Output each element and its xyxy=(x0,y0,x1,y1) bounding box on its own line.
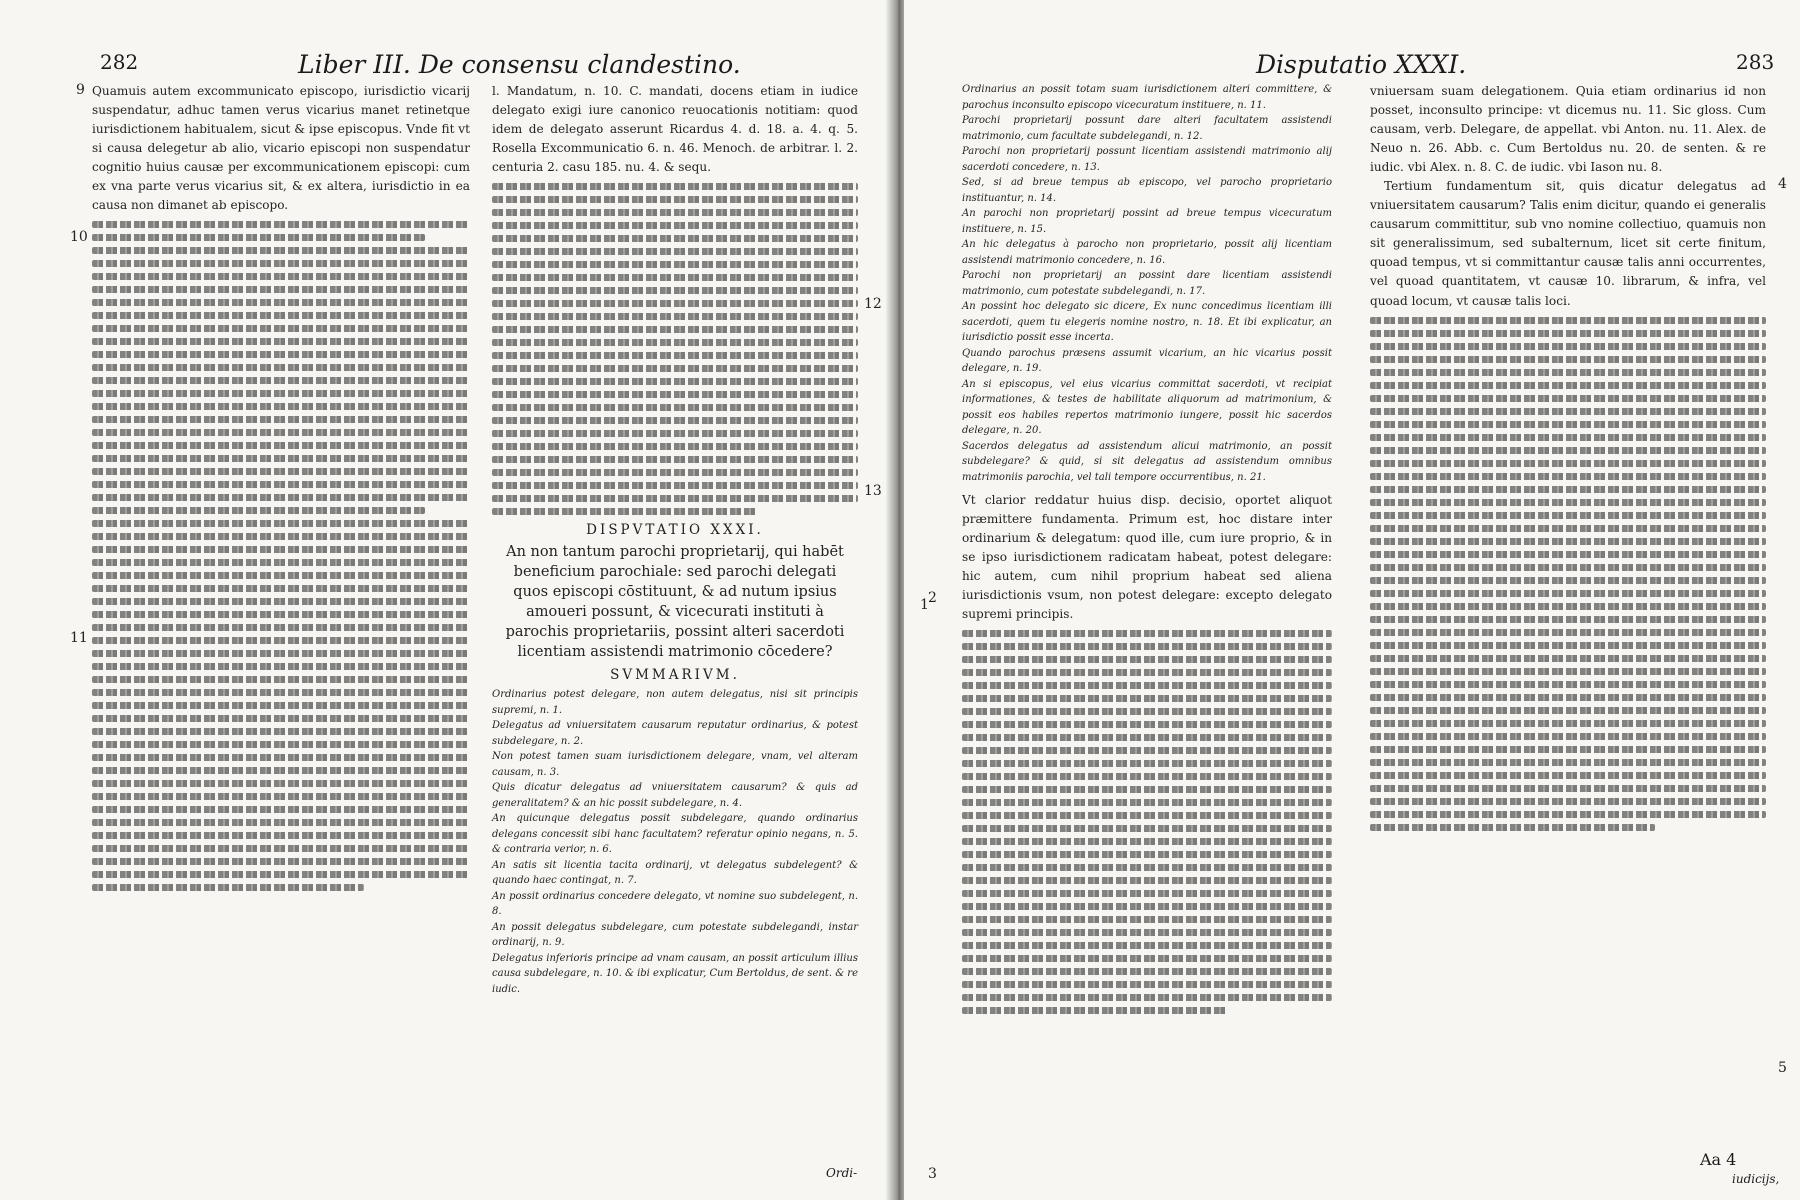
right-page xyxy=(904,0,1800,1200)
text-lines xyxy=(92,221,470,891)
running-head-left: Liber III. De consensu clandestino. xyxy=(298,50,741,79)
paragraph: vniuersam suam delegationem. Quia etiam ordinarius id non posset, inconsulto principe: vt dicemus nu. 11. Sic gloss. Cum causam, verb. Delegare, de appellat. vbi Anton. nu. 11. Alex. de Neuo n. 26. Abb. c. Cum Bertoldus nu. 20. de senten. & re iudic. vbi Alex. n. 8. C. de iudic. vbi Iason nu. 8. xyxy=(1370,84,1766,175)
summary-item: Ordinarius an possit totam suam iurisdictionem alteri committere, & parochus inconsulto episcopo vicecuratum instituere, n. 11. xyxy=(962,84,1332,111)
summary-item: An possit delegatus subdelegare, cum potestate subdelegandi, instar ordinarij, n. 9. xyxy=(492,921,858,949)
margin-number: 4 xyxy=(1778,176,1787,192)
margin-number: 11 xyxy=(70,630,88,646)
text-column-right-left xyxy=(962,82,1332,1172)
summary-item: Parochi proprietarij possunt dare alteri facultatem assistendi matrimonio, cum facultate subdelegandi, n. 12. xyxy=(962,115,1332,142)
summary-item: Parochi non proprietarij an possint dare licentiam assistendi matrimonio, cum potestate subdelegandi, n. 17. xyxy=(962,270,1332,297)
summary-item: Non potest tamen suam iurisdictionem delegare, vnam, vel alteram causam, n. 3. xyxy=(492,751,858,778)
text-column-right-right xyxy=(1370,82,1766,1172)
catchword-left: Ordi- xyxy=(826,1166,858,1180)
left-page xyxy=(0,0,892,1200)
signature-mark: Aa 4 xyxy=(1700,1150,1737,1169)
margin-number: 3 xyxy=(928,1166,937,1182)
text-column-middle xyxy=(492,82,858,1162)
summary-item: Quando parochus præsens assumit vicarium, an hic vicarius possit delegare, n. 19. xyxy=(962,347,1332,374)
summary-item: An satis sit licentia tacita ordinarij, vt delegatus subdelegent? & quando haec contingat, n. 7. xyxy=(492,859,858,887)
summary-item: An possint hoc delegato sic dicere, Ex nunc concedimus licentiam illi sacerdoti, quem tu elegeris nomine nostro, n. 18. Et ibi explicatur, an iurisdictio possit esse incerta. xyxy=(962,301,1332,343)
summary-label: SVMMARIVM. xyxy=(610,667,740,684)
margin-number: 1 xyxy=(920,597,929,613)
text-lines xyxy=(962,630,1332,1014)
summary-item: Quis dicatur delegatus ad vniuersitatem causarum? & quis ad generalitatem? & an hic possit subdelegare, n. 4. xyxy=(492,782,858,809)
paragraph: l. Mandatum, n. 10. C. mandati, docens etiam in iudice delegato exigi iure canonico reuocationis notitiam: quod idem de delegato asserunt Ricardus 4. d. 18. a. 4. q. 5. Rosella Excommunicatio 6. n. 46. Menoch. de arbitrar. l. 2. centuria 2. casu 185. nu. 4. & sequ. xyxy=(492,84,858,175)
margin-number: 9 xyxy=(76,82,85,98)
summary-item: Delegatus inferioris principe ad vnam causam, an possit articulum illius causa subdelegare, n. 10. & ibi explicatur, Cum Bertoldus, de sent. & re iudic. xyxy=(492,952,858,995)
dissertation-title: An non tantum parochi proprietarij, qui habēt beneficium parochiale: sed parochi delegati quos episcopi cōstituunt, & ad nutum ipsius amoueri possunt, & vicecurati instituti à parochis proprietariis, possint alteri sacerdoti licentiam assistendi matrimonio cōcedere? xyxy=(505,544,845,661)
paragraph: Vt clarior reddatur huius disp. decisio, oportet aliquot præmittere fundamenta. Primum est, hoc distare inter ordinarium & delegatum: quod ille, cum iure proprio, & in se ipso iurisdictionem radicatam habeat, potest delegare: hic autem, cum nihil proprium habeat sed aliena iurisdictionis vsum, non potest delegare: excepto delegato supremi principis. xyxy=(962,493,1332,622)
running-head-right: Disputatio XXXI. xyxy=(1256,50,1467,79)
margin-number: 10 xyxy=(70,229,88,245)
summary-item: Ordinarius potest delegare, non autem delegatus, nisi sit principis supremi, n. 1. xyxy=(492,689,858,716)
summary-item: An hic delegatus à parocho non proprietario, possit alij licentiam assistendi matrimonio concedere, n. 16. xyxy=(962,239,1332,266)
margin-number: 13 xyxy=(864,483,882,499)
page-number-left: 282 xyxy=(100,50,139,74)
margin-number: 2 xyxy=(928,590,937,606)
margin-number: 12 xyxy=(864,296,882,312)
summary-item: Delegatus ad vniuersitatem causarum reputatur ordinarius, & potest subdelegare, n. 2. xyxy=(492,720,858,747)
text-column-left xyxy=(92,82,470,1162)
summary-item: An si episcopus, vel eius vicarius committat sacerdoti, vt recipiat informationes, & testes de habilitate aliquorum ad matrimonium, & possit eos habiles repertos matrimonio iungere, possit hic sacerdos delegare, n. 20. xyxy=(962,378,1332,436)
text-lines xyxy=(1370,317,1766,831)
text-lines xyxy=(492,183,858,515)
catchword-right: iudicijs, xyxy=(1732,1172,1780,1186)
summary-item: Parochi non proprietarij possunt licentiam assistendi matrimonio alij sacerdoti concedere, n. 13. xyxy=(962,146,1332,173)
summary-item: An parochi non proprietarij possint ad breue tempus vicecuratum instituere, n. 15. xyxy=(962,208,1332,235)
summary-item: Sed, si ad breue tempus ab episcopo, vel parocho proprietario instituantur, n. 14. xyxy=(962,177,1332,204)
paragraph: Quamuis autem excommunicato episcopo, iurisdictio vicarij suspendatur, adhuc tamen verus vicarius manet retinetque iurisdictionem habitualem, sicut & ipse episcopus. Vnde fit vt si causa delegetur ab alio, vicario episcopi non suspendatur cognitio huius causæ per excommunicationem episcopi: cum ex vna parte verus vicarius sit, & ex altera, iurisdictio in ea causa non dimanet ab episcopo. xyxy=(92,84,470,213)
dissertation-label: DISPVTATIO XXXI. xyxy=(586,522,764,539)
summary-item: An possit ordinarius concedere delegato, vt nomine suo subdelegent, n. 8. xyxy=(492,890,858,918)
paragraph: Tertium fundamentum sit, quis dicatur delegatus ad vniuersitatem causarum? Talis enim dicitur, quando ei generalis causarum committitur, sub vno nomine collectiuo, quamuis non sit generalissimum, sed subalternum, licet sit certe finitum, quoad tempus, vt si committantur causæ talis anni occurrentes, vel quoad quantitatem, vt causæ 10. librarum, & infra, vel quoad locum, vt causæ talis loci. xyxy=(1370,179,1766,308)
margin-number: 5 xyxy=(1778,1060,1787,1076)
summary-item: An quicunque delegatus possit subdelegare, quando ordinarius delegans concessit sibi hanc facultatem? referatur opinio negans, n. 5. & contraria verior, n. 6. xyxy=(492,813,858,856)
summary-item: Sacerdos delegatus ad assistendum alicui matrimonio, an possit subdelegare? & quid, si sit delegatus ad assistendum omnibus matrimoniis parochia, vel tali tempore occurrentibus, n. 21. xyxy=(962,440,1332,483)
page-number-right: 283 xyxy=(1736,50,1775,74)
